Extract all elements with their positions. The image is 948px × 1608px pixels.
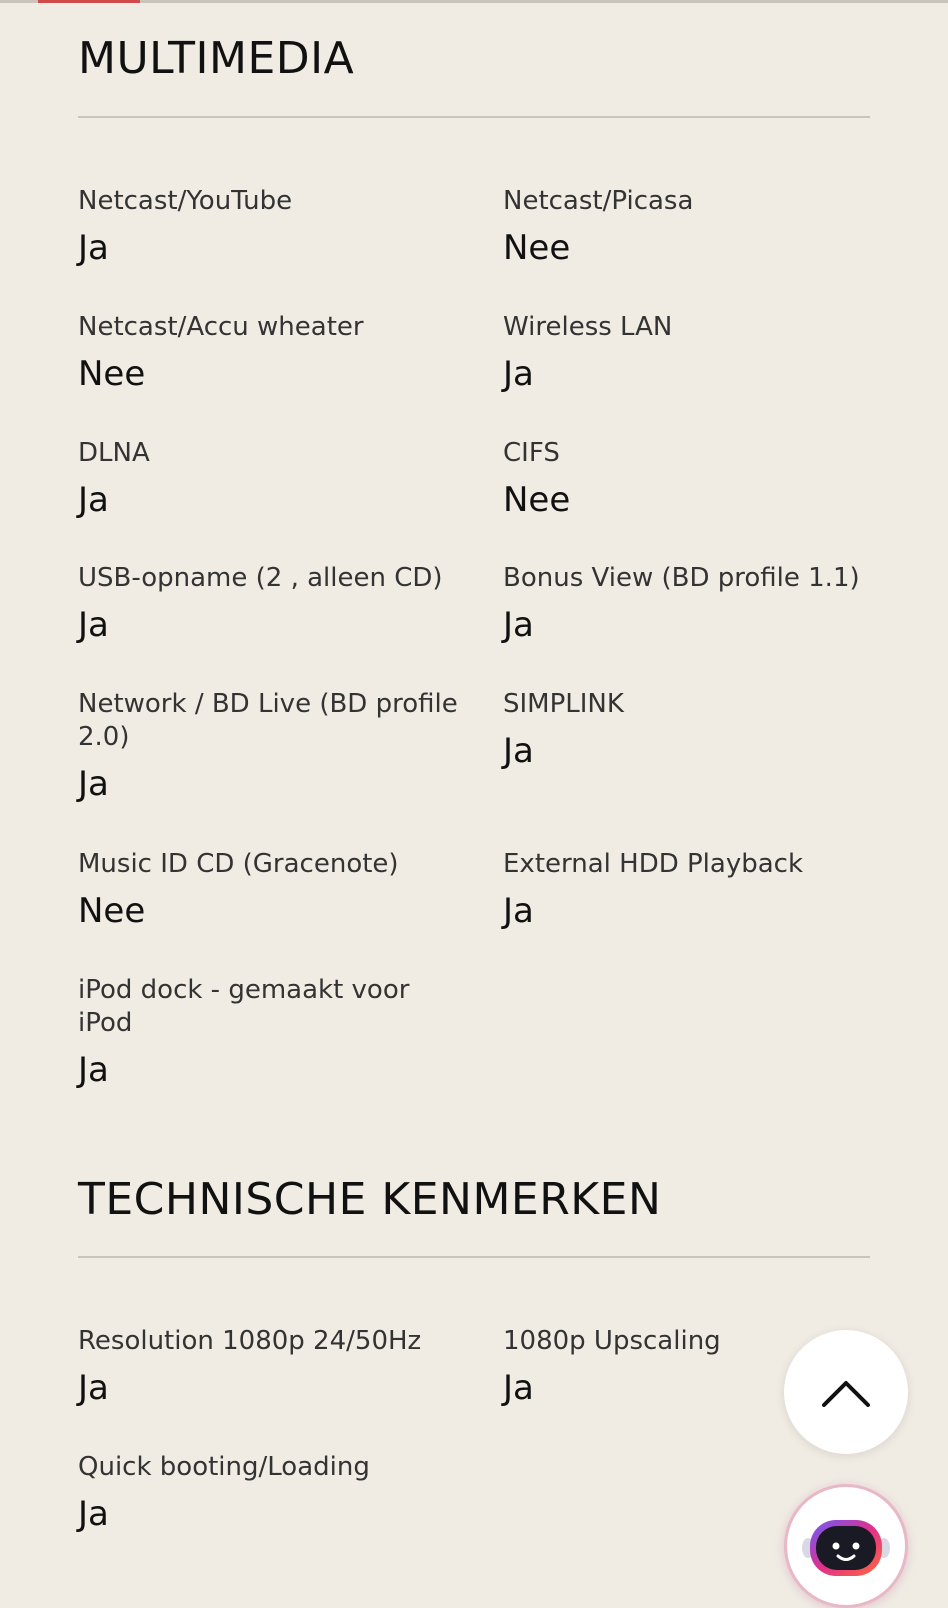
spec-label: USB-opname (2 , alleen CD) bbox=[78, 563, 443, 593]
spec-value: Nee bbox=[503, 228, 571, 268]
spec-value: Ja bbox=[78, 228, 109, 268]
spec-label: Netcast/YouTube bbox=[78, 186, 293, 216]
spec-item bbox=[78, 185, 458, 268]
spec-value: Ja bbox=[503, 605, 534, 645]
section-divider bbox=[78, 116, 870, 118]
spec-value: Ja bbox=[78, 1494, 109, 1534]
chatbot-robot-icon bbox=[800, 1506, 892, 1586]
spec-label: SIMPLINK bbox=[503, 689, 624, 719]
spec-label: 1080p Upscaling bbox=[503, 1326, 721, 1356]
spec-value: Ja bbox=[78, 1368, 109, 1408]
spec-label: Netcast/Accu wheater bbox=[78, 312, 364, 342]
spec-item bbox=[503, 688, 883, 771]
spec-item bbox=[78, 1325, 458, 1408]
scroll-to-top-button[interactable] bbox=[784, 1330, 908, 1454]
spec-value: Ja bbox=[78, 480, 109, 520]
spec-value: Ja bbox=[503, 354, 534, 394]
spec-label: Network / BD Live (BD profile 2.0) bbox=[78, 689, 458, 752]
spec-label: Netcast/Picasa bbox=[503, 186, 694, 216]
spec-value: Ja bbox=[503, 891, 534, 931]
spec-value: Ja bbox=[78, 764, 109, 804]
spec-label: DLNA bbox=[78, 438, 150, 468]
spec-item bbox=[78, 311, 458, 394]
spec-value: Ja bbox=[78, 605, 109, 645]
spec-value: Nee bbox=[78, 891, 146, 931]
spec-item bbox=[503, 185, 883, 268]
spec-label: CIFS bbox=[503, 438, 560, 468]
section-title-technische-kenmerken: TECHNISCHE KENMERKEN bbox=[78, 1174, 662, 1225]
section-title-multimedia: MULTIMEDIA bbox=[78, 33, 355, 84]
spec-item bbox=[78, 437, 458, 520]
spec-value: Nee bbox=[503, 480, 571, 520]
top-progress-accent bbox=[38, 0, 140, 3]
spec-value: Nee bbox=[78, 354, 146, 394]
spec-item bbox=[503, 437, 883, 520]
spec-item bbox=[503, 311, 883, 394]
spec-item bbox=[503, 1325, 773, 1408]
spec-item bbox=[503, 562, 903, 645]
top-progress-bar bbox=[0, 0, 948, 3]
spec-item bbox=[78, 688, 468, 804]
chatbot-button[interactable] bbox=[784, 1484, 908, 1608]
spec-label: Resolution 1080p 24/50Hz bbox=[78, 1326, 422, 1356]
spec-value: Ja bbox=[503, 1368, 534, 1408]
spec-label: iPod dock - gemaakt voor iPod bbox=[78, 975, 410, 1038]
spec-label: Music ID CD (Gracenote) bbox=[78, 849, 399, 879]
spec-item bbox=[503, 848, 883, 931]
spec-item bbox=[78, 848, 458, 931]
spec-value: Ja bbox=[78, 1050, 109, 1090]
spec-label: External HDD Playback bbox=[503, 849, 804, 879]
spec-item bbox=[78, 974, 438, 1090]
spec-label: Quick booting/Loading bbox=[78, 1452, 370, 1482]
spec-label: Bonus View (BD profile 1.1) bbox=[503, 563, 860, 593]
section-divider bbox=[78, 1256, 870, 1258]
spec-item bbox=[78, 1451, 458, 1534]
spec-value: Ja bbox=[503, 731, 534, 771]
spec-label: Wireless LAN bbox=[503, 312, 673, 342]
spec-item bbox=[78, 562, 458, 645]
chevron-up-icon bbox=[820, 1375, 872, 1409]
